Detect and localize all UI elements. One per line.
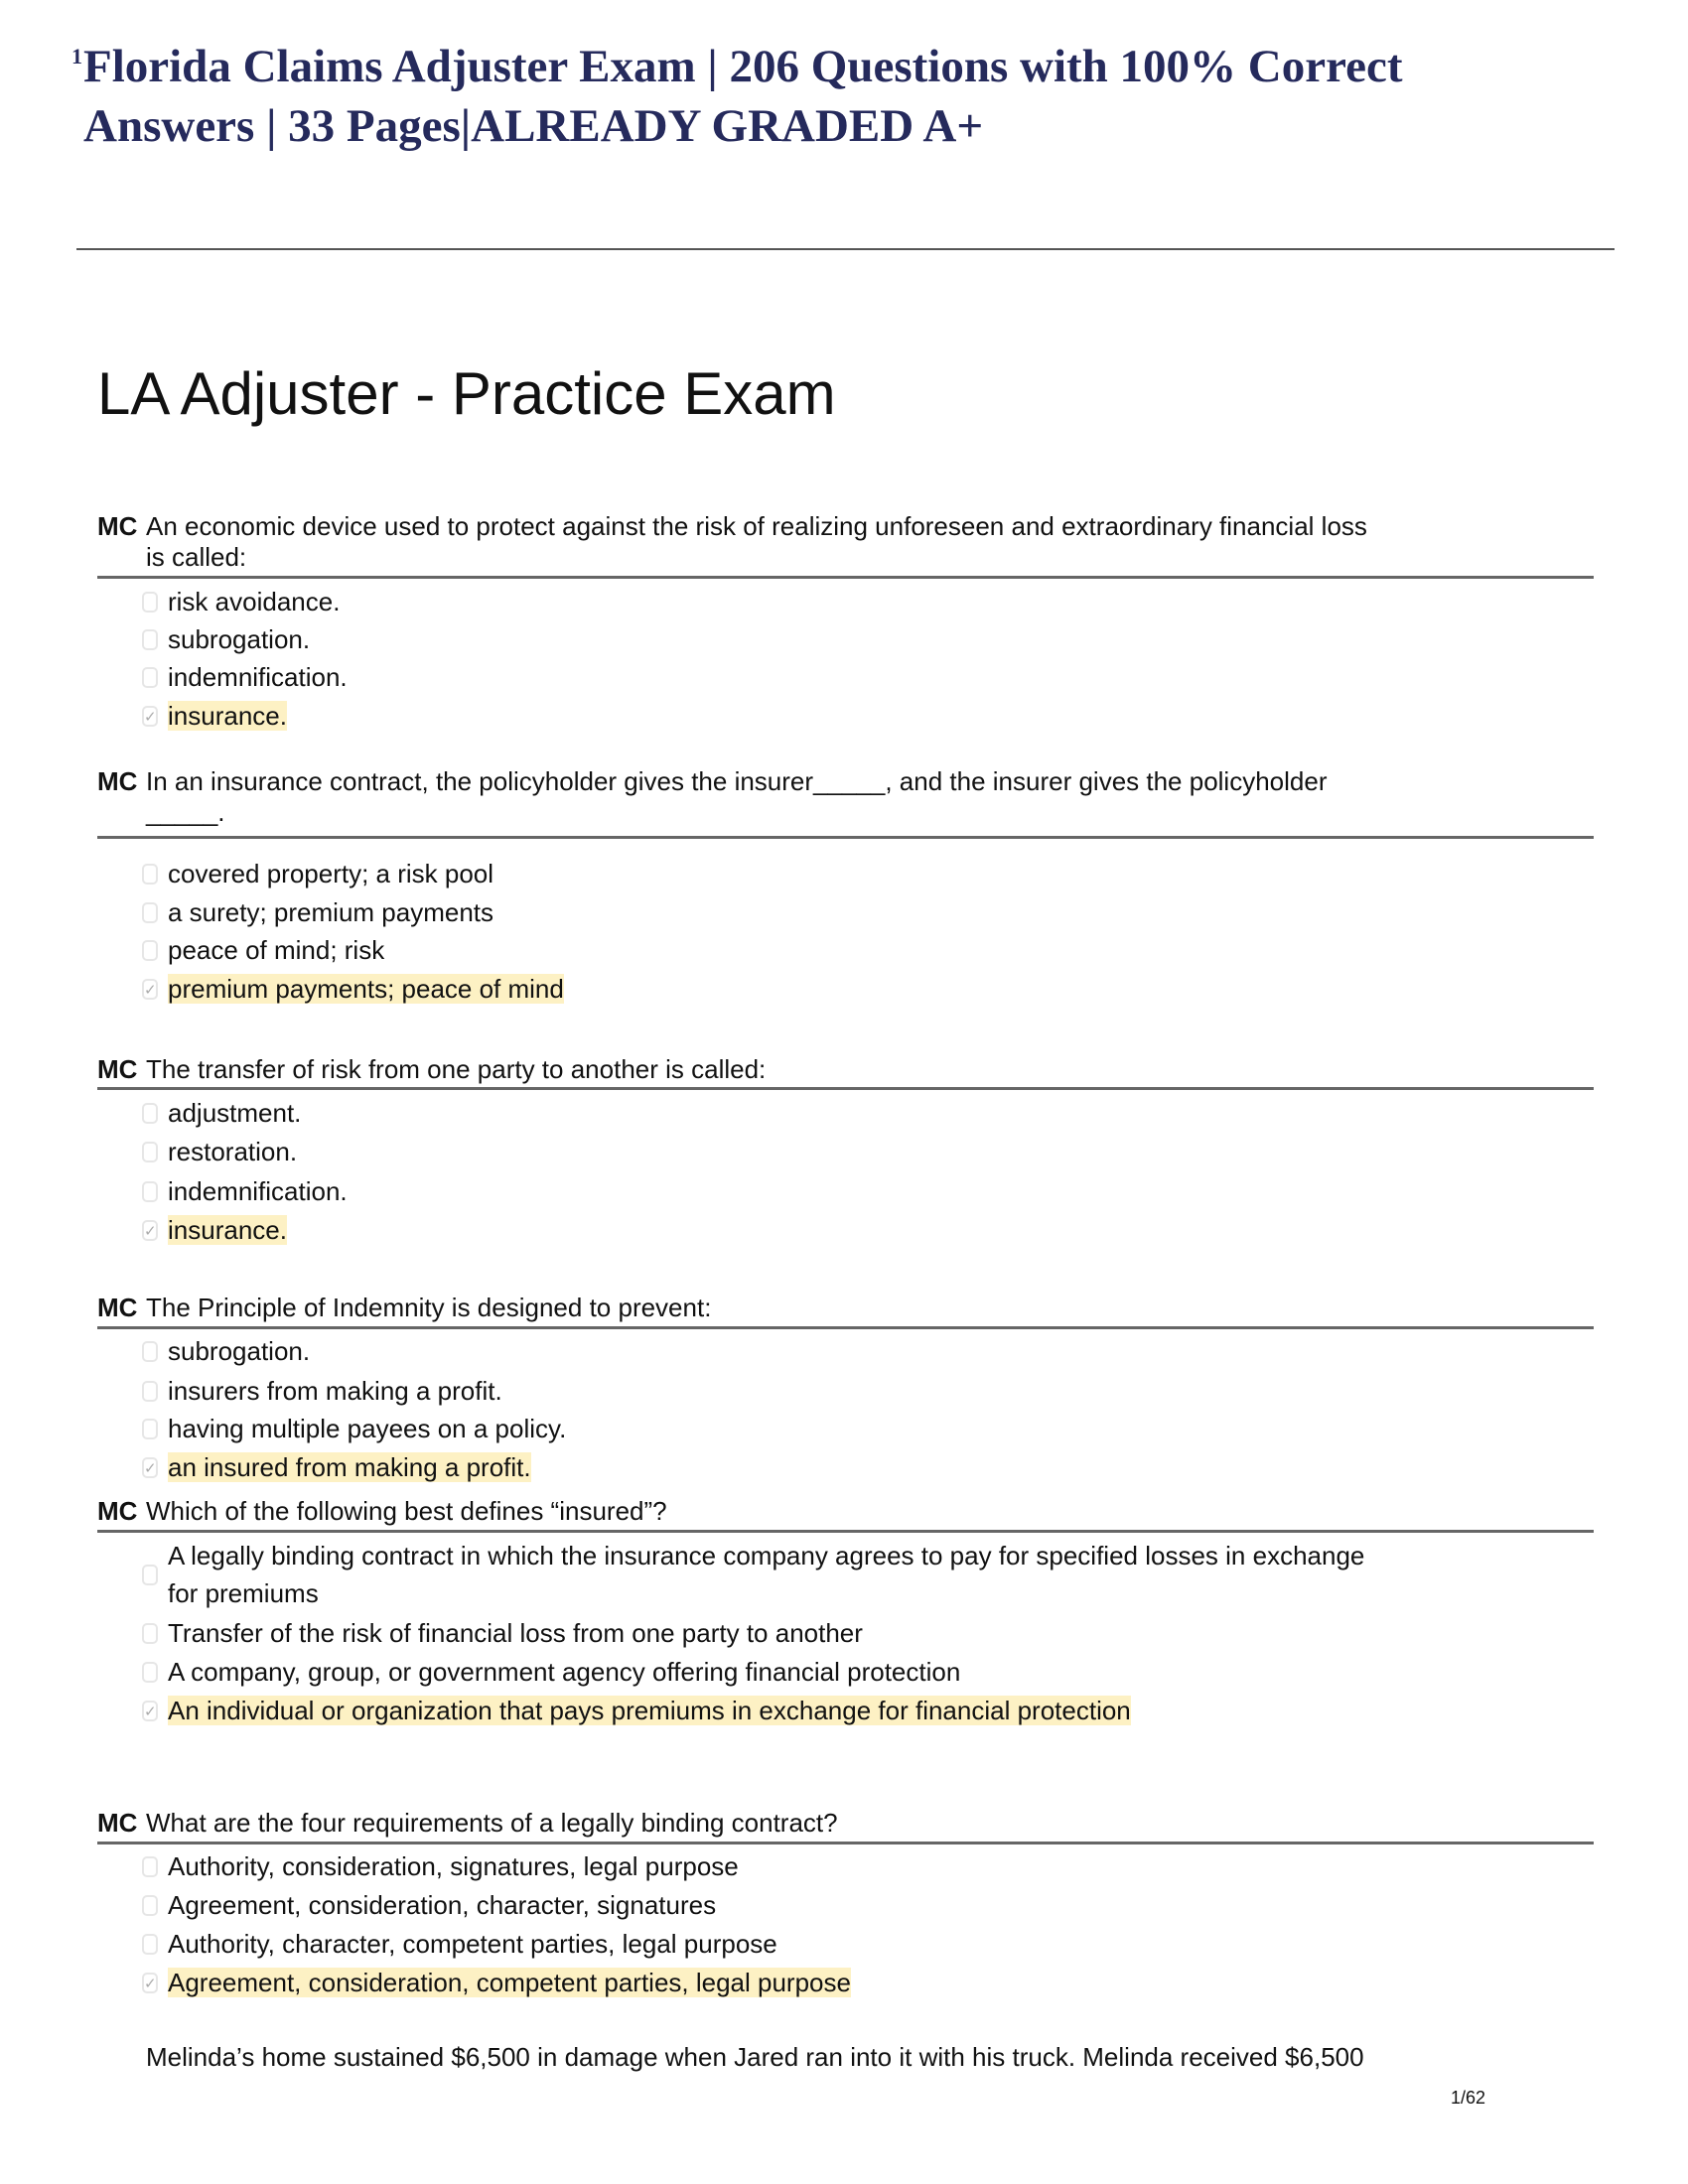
- checked-checkbox[interactable]: [142, 1701, 158, 1721]
- answer-option: Authority, character, competent parties, legal purpose: [168, 1929, 777, 1959]
- answer-option: indemnification.: [168, 662, 348, 692]
- checkbox[interactable]: [142, 667, 158, 688]
- question-text: What are the four requirements of a legally binding contract?: [146, 1808, 838, 1838]
- question-type-label: MC: [97, 511, 138, 541]
- answer-option: subrogation.: [168, 624, 311, 654]
- correct-answer-option: Agreement, consideration, competent parties, legal purpose: [168, 1968, 851, 1997]
- question-type-label: MC: [97, 766, 138, 796]
- correct-answer-option: an insured from making a profit.: [168, 1452, 531, 1482]
- document-title-line-2: Answers | 33 Pages|ALREADY GRADED A+: [83, 100, 984, 152]
- answer-option-continuation: for premiums: [168, 1578, 319, 1608]
- page-number: 1/62: [1451, 2088, 1486, 2108]
- document-title-line-1: Florida Claims Adjuster Exam | 206 Questions with 100% Correct: [83, 41, 1403, 92]
- answer-option: Transfer of the risk of financial loss from one party to another: [168, 1618, 863, 1648]
- answer-option: covered property; a risk pool: [168, 859, 494, 888]
- question-type-label: MC: [97, 1496, 138, 1526]
- answer-option: restoration.: [168, 1137, 298, 1166]
- answer-option: insurers from making a profit.: [168, 1376, 502, 1406]
- checkbox[interactable]: [142, 940, 158, 961]
- question-text: The Principle of Indemnity is designed to prevent:: [146, 1293, 712, 1322]
- question-divider: [97, 1842, 1594, 1844]
- checked-checkbox[interactable]: [142, 979, 158, 1000]
- checkbox[interactable]: [142, 1895, 158, 1916]
- question-text: In an insurance contract, the policyholder gives the insurer_____, and the insurer gives the policyholder: [146, 766, 1328, 796]
- checkbox[interactable]: [142, 1181, 158, 1202]
- question-type-label: MC: [97, 1054, 138, 1084]
- checkbox[interactable]: [142, 1934, 158, 1955]
- checkbox[interactable]: [142, 592, 158, 613]
- question-divider: [97, 836, 1594, 839]
- answer-option: adjustment.: [168, 1098, 302, 1128]
- question-text: Which of the following best defines “insured”?: [146, 1496, 667, 1526]
- checkmark-icon: ✓: [144, 982, 157, 999]
- answer-option: Authority, consideration, signatures, legal purpose: [168, 1851, 739, 1881]
- checkbox[interactable]: [142, 1623, 158, 1644]
- answer-option: A company, group, or government agency offering financial protection: [168, 1657, 961, 1687]
- checkbox[interactable]: [142, 1142, 158, 1162]
- checkmark-icon: ✓: [144, 1460, 157, 1477]
- question-type-label: MC: [97, 1808, 138, 1838]
- checkmark-icon: ✓: [144, 1223, 157, 1240]
- checkmark-icon: ✓: [144, 1976, 157, 1992]
- answer-option: risk avoidance.: [168, 587, 341, 616]
- checkbox[interactable]: [142, 1856, 158, 1877]
- footnote-mark: 1: [71, 44, 82, 68]
- question-text: The transfer of risk from one party to another is called:: [146, 1054, 767, 1084]
- correct-answer-option: insurance.: [168, 701, 287, 731]
- checked-checkbox[interactable]: [142, 1973, 158, 1993]
- checkmark-icon: ✓: [144, 709, 157, 726]
- checkbox[interactable]: [142, 629, 158, 650]
- question-divider: [97, 576, 1594, 579]
- question-text: _____.: [146, 797, 225, 827]
- checkbox[interactable]: [142, 864, 158, 885]
- question-text: is called:: [146, 542, 247, 572]
- checkbox[interactable]: [142, 1662, 158, 1683]
- checkmark-icon: ✓: [144, 1704, 157, 1720]
- checked-checkbox[interactable]: [142, 1220, 158, 1241]
- checkbox[interactable]: [142, 1103, 158, 1124]
- title-divider: [76, 248, 1615, 250]
- correct-answer-option: An individual or organization that pays premiums in exchange for financial protection: [168, 1696, 1131, 1725]
- checked-checkbox[interactable]: [142, 706, 158, 727]
- answer-option: A legally binding contract in which the insurance company agrees to pay for specified losses in exchange: [168, 1541, 1365, 1570]
- answer-option: subrogation.: [168, 1336, 311, 1366]
- exam-title: LA Adjuster - Practice Exam: [97, 360, 836, 427]
- trailing-question-text: Melinda’s home sustained $6,500 in damage when Jared ran into it with his truck. Melinda received $6,500: [146, 2042, 1364, 2072]
- question-divider: [97, 1530, 1594, 1533]
- answer-option: Agreement, consideration, character, signatures: [168, 1890, 717, 1920]
- checkbox[interactable]: [142, 902, 158, 923]
- answer-option: peace of mind; risk: [168, 935, 385, 965]
- answer-option: indemnification.: [168, 1176, 348, 1206]
- question-divider: [97, 1326, 1594, 1329]
- answer-option: a surety; premium payments: [168, 897, 494, 927]
- answer-option: having multiple payees on a policy.: [168, 1414, 567, 1443]
- question-type-label: MC: [97, 1293, 138, 1322]
- checkbox[interactable]: [142, 1565, 158, 1585]
- correct-answer-option: premium payments; peace of mind: [168, 974, 564, 1004]
- checked-checkbox[interactable]: [142, 1457, 158, 1478]
- checkbox[interactable]: [142, 1341, 158, 1362]
- correct-answer-option: insurance.: [168, 1215, 287, 1245]
- question-divider: [97, 1087, 1594, 1090]
- checkbox[interactable]: [142, 1419, 158, 1439]
- question-text: An economic device used to protect against the risk of realizing unforeseen and extraordinary financial loss: [146, 511, 1367, 541]
- checkbox[interactable]: [142, 1381, 158, 1402]
